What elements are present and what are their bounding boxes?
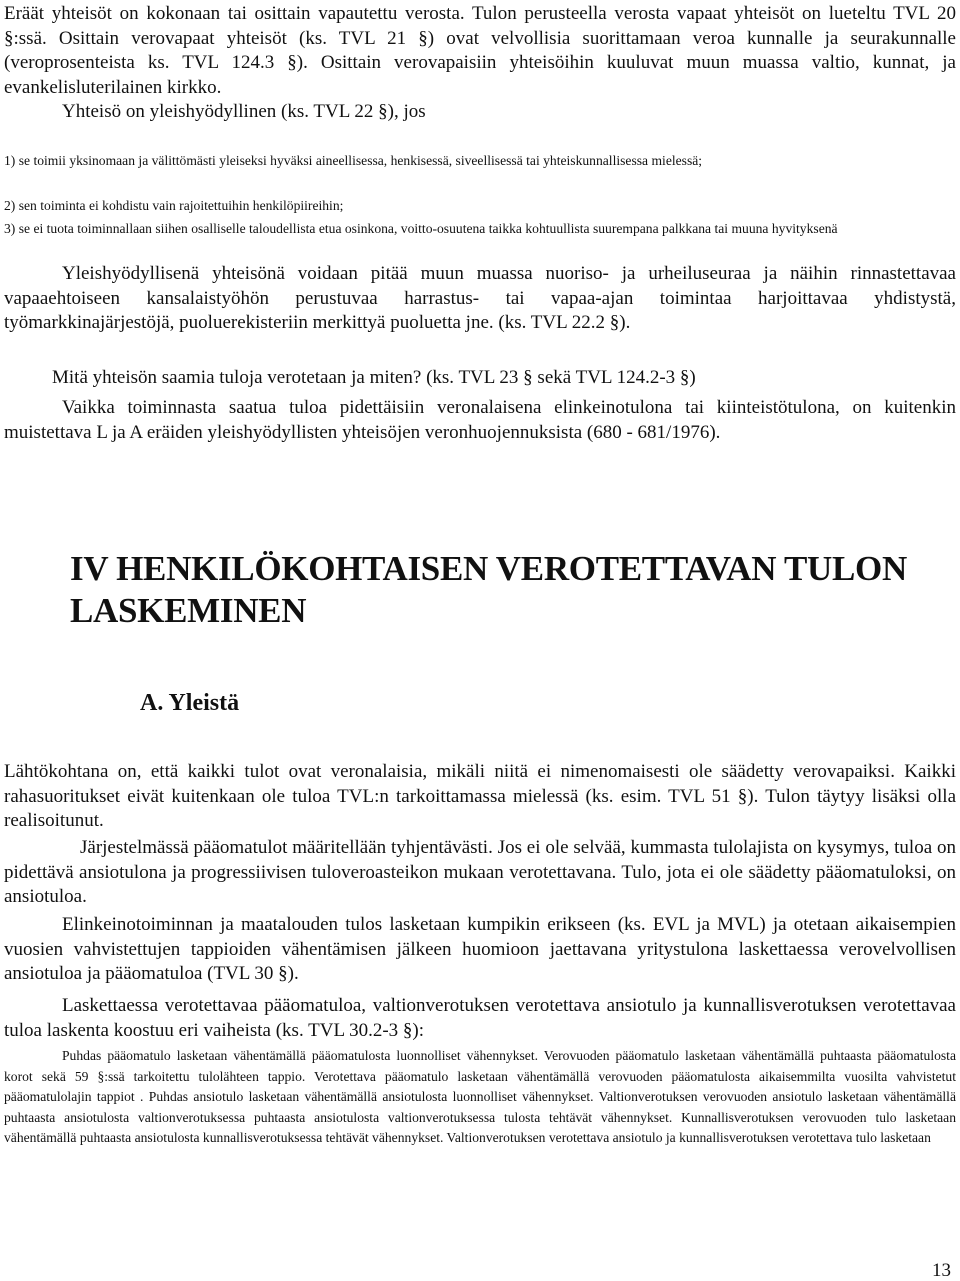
chapter-heading: IV HENKILÖKOHTAISEN VEROTETTAVAN TULON LASKEMINEN [70,549,907,630]
yleishyodyllinen-paragraph: Yleishyödyllisenä yhteisönä voidaan pitää muun muassa nuoriso- ja urheiluseuraa ja näihin rinnastettavaa vapaaehtoiseen kansalaistyöhön perustuvaa harrastus- tai vapaa-ajan toimintaa harjoittavaa yhdistystä, työmarkkinajärjestöjä, puoluerekisteriin merkittyä puoluetta jne. (ks. TVL 22.2 §). [4,263,956,333]
body-paragraph-4: Laskettaessa verotettavaa pääomatuloa, valtionverotuksen verotettava ansiotulo ja kunnallisverotuksen verotettavaa tuloa laskenta koostuu eri vaiheista (ks. TVL 30.2-3 §): [4,995,956,1041]
vaikka-paragraph: Vaikka toiminnasta saatua tuloa pidettäisiin veronalaisena elinkeinotulona tai kiinteistötulona, on kuitenkin muistettava L ja A eräiden yleishyödyllisten yhteisöjen veronhuojennuksista (680 - 681/1976). [4,397,956,443]
intro-paragraph: Eräät yhteisöt on kokonaan tai osittain vapautettu verosta. Tulon perusteella verosta vapaat yhteisöt on lueteltu TVL 20 §:ssä. Osittain verovapaat yhteisöt (ks. TVL 21 §) ovat velvollisia suorittamaan veroa kunnalle ja seurakunnalle (veroprosenteista ks. TVL 124.3 §). Osittain verovapaisiin yhteisöihin kuuluvat muun muassa valtio, kunnat, ja evankelisluterilainen kirkko. [4,3,956,98]
criteria-item-1: 1) se toimii yksinomaan ja välittömästi yleiseksi hyväksi aineellisessa, henkisessä, siveellisessä tai yhteiskunnallisessa mielessä; [4,153,703,168]
intro-yleishyodyllinen-line: Yhteisö on yleishyödyllinen (ks. TVL 22 §), jos [62,101,426,122]
section-heading: A. Yleistä [140,690,240,716]
body-paragraph-2: Järjestelmässä pääomatulot määritellään tyhjentävästi. Jos ei ole selvää, kummasta tulolajista on kysymys, tuloa on pidettävä ansiotulona ja progressiivisen tuloveroasteikon mukaan verotettavana. Tulo, jota ei ole säädetty pääomatuloksi, on ansiotuloa. [4,837,956,907]
body-paragraph-5: Puhdas pääomatulo lasketaan vähentämällä pääomatulosta luonnolliset vähennykset. Verovuoden pääomatulo lasketaan vähentämällä puhtaasta pääomatulosta korot sekä 59 §:ssä tarkoitettu tulolähteen tappio. Verotettava pääomatulo lasketaan vähentämällä verovuoden pääomatulosta aikaisemmilta vuosilta vahvistetut pääomatulolajin tappiot . Puhdas ansiotulo lasketaan vähentämällä ansiotulosta luonnolliset vähennykset. Valtionverotuksen verovuoden ansiotulo lasketaan vähentämällä puhtaasta ansiotulosta valtionverotuksessa puhtaasta ansiotulosta valtionverotuksessa tulosta tehtävät vähennykset. Kunnallisverotuksen verovuoden tulo lasketaan vähentämällä puhtaasta ansiotulosta kunnallisverotuksessa tehtävät vähennykset. Valtionverotuksen verotettava ansiotulo ja kunnallisverotuksen verotettava tulo lasketaan [4,1048,956,1145]
criteria-item-2: 2) sen toiminta ei kohdistu vain rajoitettuihin henkilöpiireihin; [4,198,344,213]
question-line: Mitä yhteisön saamia tuloja verotetaan ja miten? (ks. TVL 23 § sekä TVL 124.2-3 §) [52,367,696,388]
page-number: 13 [932,1260,951,1281]
criteria-item-3: 3) se ei tuota toiminnallaan siihen osalliselle taloudellista etua osinkona, voitto-osuutena taikka kohtuullista suurempana palkkana tai muuna hyvityksenä [4,221,838,236]
body-paragraph-1: Lähtökohtana on, että kaikki tulot ovat veronalaisia, mikäli niitä ei nimenomaisesti ole säädetty verovapaiksi. Kaikki rahasuoritukset eivät kuitenkaan ole tuloa TVL:n tarkoittamassa mielessä (ks. esim. TVL 51 §). Tulon täytyy lisäksi olla realisoitunut. [4,761,956,831]
body-paragraph-3: Elinkeinotoiminnan ja maatalouden tulos lasketaan kumpikin erikseen (ks. EVL ja MVL) ja otetaan aikaisempien vuosien vahvistettujen tappioiden vähentämisen jälkeen huomioon jaettavana yritystulona laskettaessa verovelvollisen ansiotuloa ja pääomatuloa (TVL 30 §). [4,914,956,984]
